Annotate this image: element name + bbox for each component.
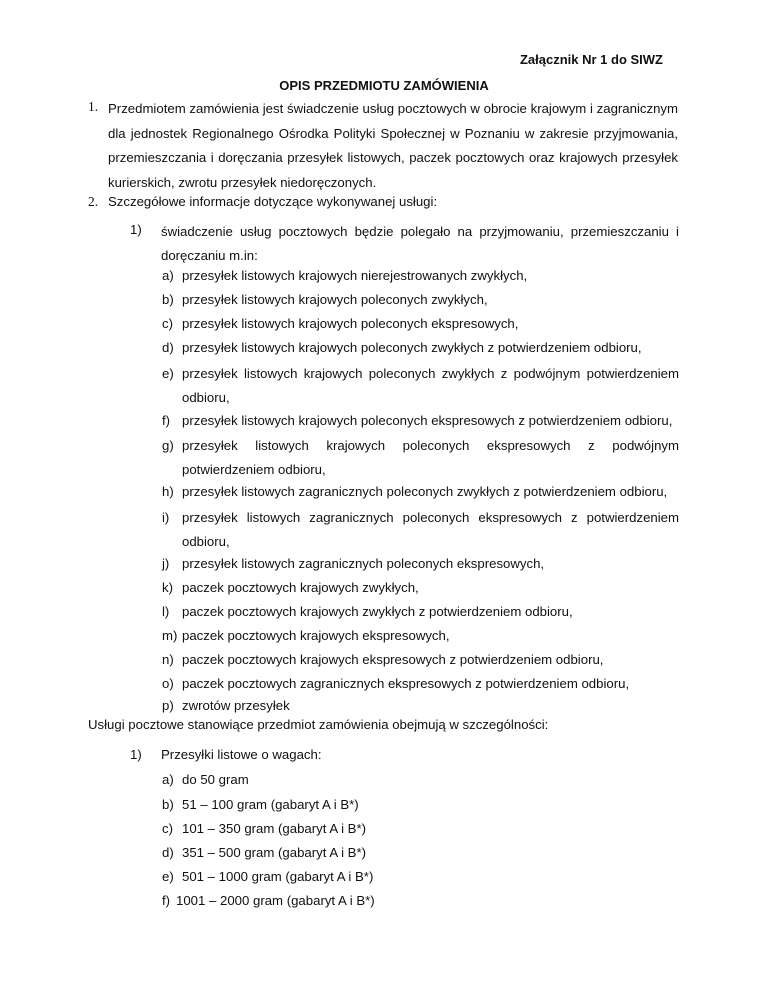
- list-item-letter: l): [162, 604, 170, 619]
- list-item-text: paczek pocztowych zagranicznych ekspresowych z potwierdzeniem odbioru,: [182, 676, 630, 691]
- list-item-letter: d): [162, 340, 174, 355]
- list-item-text: paczek pocztowych krajowych zwykłych z potwierdzeniem odbioru,: [182, 604, 573, 619]
- attachment-label: Załącznik Nr 1 do SIWZ: [519, 52, 663, 67]
- list-item: [162, 292, 488, 307]
- list-item-text: przesyłek listowych krajowych nierejestrowanych zwykłych,: [182, 268, 528, 283]
- list-item-letter: f): [162, 413, 171, 428]
- services-intro: Usługi pocztowe stanowiące przedmiot zamówienia obejmują w szczególności:: [88, 717, 549, 732]
- weight-item-text: 351 – 500 gram (gabaryt A i B*): [182, 845, 366, 860]
- list-item-letter: m): [162, 628, 178, 643]
- weight-item-letter: c): [162, 821, 173, 836]
- list-item-letter: c): [162, 316, 173, 331]
- list-item-letter: e): [162, 366, 174, 381]
- list-item: [162, 604, 573, 619]
- list-item: [162, 698, 290, 713]
- list-item: [162, 628, 450, 643]
- list-item: [162, 556, 544, 571]
- point-1-paragraph: świadczenie usług pocztowych będzie polegało na przyjmowaniu, przemieszczaniu i doręczaniu m.in:: [161, 224, 679, 263]
- weight-item: [162, 797, 359, 812]
- list-item: [162, 652, 603, 667]
- list-item-letter: p): [162, 698, 174, 713]
- list-item-letter: k): [162, 580, 173, 595]
- weight-item-text: do 50 gram: [182, 772, 249, 787]
- list-item-letter: o): [162, 676, 174, 691]
- list-item: [162, 362, 679, 410]
- list-item: [162, 580, 419, 595]
- weight-item-text: 51 – 100 gram (gabaryt A i B*): [182, 797, 359, 812]
- weight-item-text: 101 – 350 gram (gabaryt A i B*): [182, 821, 366, 836]
- list-item-text: paczek pocztowych krajowych ekspresowych z potwierdzeniem odbioru,: [182, 652, 604, 667]
- document-title: OPIS PRZEDMIOTU ZAMÓWIENIA: [279, 78, 489, 93]
- list-item-letter: j): [162, 556, 170, 571]
- services-point-1-number: 1): [130, 747, 142, 762]
- list-item-text: paczek pocztowych krajowych ekspresowych,: [182, 628, 450, 643]
- weight-item: [162, 869, 373, 884]
- list-item-text: przesyłek listowych krajowych poleconych ekspresowych z podwójnym potwierdzeniem odbioru,: [182, 438, 679, 477]
- section-2-number: 2.: [88, 194, 99, 209]
- point-1-number: 1): [130, 222, 142, 237]
- list-item-text: przesyłek listowych zagranicznych poleconych ekspresowych z potwierdzeniem odbioru,: [182, 510, 679, 549]
- list-item-letter: a): [162, 268, 174, 283]
- section-1-paragraph: Przedmiotem zamówienia jest świadczenie usług pocztowych w obrocie krajowym i zagranicznym dla jednostek Regionalnego Ośrodka Polityki Społecznej w Poznaniu w zakresie przyjmowania, przemieszczania i doręczania przesyłek listowych, paczek pocztowych oraz krajowych przesyłek kurierskich, zwrotu przesyłek niedoręczonych.: [108, 101, 678, 190]
- list-item-text: paczek pocztowych krajowych zwykłych,: [182, 580, 419, 595]
- list-item-text: przesyłek listowych krajowych poleconych ekspresowych,: [182, 316, 519, 331]
- weight-item-text: 501 – 1000 gram (gabaryt A i B*): [182, 869, 374, 884]
- list-item-text: przesyłek listowych krajowych poleconych zwykłych z podwójnym potwierdzeniem odbioru,: [182, 366, 679, 405]
- section-1-number: 1.: [88, 99, 99, 114]
- services-point-1-text: Przesyłki listowe o wagach:: [161, 747, 322, 762]
- weight-item-letter: d): [162, 845, 174, 860]
- list-item-letter: h): [162, 484, 174, 499]
- list-item-text: przesyłek listowych krajowych poleconych zwykłych,: [182, 292, 488, 307]
- weight-item-letter: e): [162, 869, 174, 884]
- section-2-heading: Szczegółowe informacje dotyczące wykonywanej usługi:: [108, 194, 438, 209]
- weight-item: [162, 772, 249, 787]
- list-item: [162, 434, 679, 482]
- list-item-letter: i): [162, 510, 170, 525]
- list-item: [162, 316, 518, 331]
- list-item: [162, 340, 642, 355]
- list-item: [162, 506, 679, 554]
- list-item-letter: g): [162, 438, 174, 453]
- list-item-letter: b): [162, 292, 174, 307]
- list-item-text: przesyłek listowych zagranicznych poleconych ekspresowych,: [182, 556, 545, 571]
- list-item-text: przesyłek listowych krajowych poleconych zwykłych z potwierdzeniem odbioru,: [182, 340, 642, 355]
- list-item-text: zwrotów przesyłek: [182, 698, 290, 713]
- weight-item-text: 1001 – 2000 gram (gabaryt A i B*): [176, 893, 375, 908]
- list-item-letter: n): [162, 652, 174, 667]
- weight-item: [162, 893, 375, 908]
- list-item: [162, 268, 527, 283]
- list-item-text: przesyłek listowych krajowych poleconych ekspresowych z potwierdzeniem odbioru,: [182, 413, 673, 428]
- list-item: [162, 484, 667, 499]
- weight-item-letter: a): [162, 772, 174, 787]
- weight-item: [162, 845, 366, 860]
- list-item: [162, 676, 629, 691]
- weight-item-letter: f): [162, 893, 171, 908]
- list-item-text: przesyłek listowych zagranicznych poleconych zwykłych z potwierdzeniem odbioru,: [182, 484, 668, 499]
- weight-item-letter: b): [162, 797, 174, 812]
- weight-item: [162, 821, 366, 836]
- list-item: [162, 413, 672, 428]
